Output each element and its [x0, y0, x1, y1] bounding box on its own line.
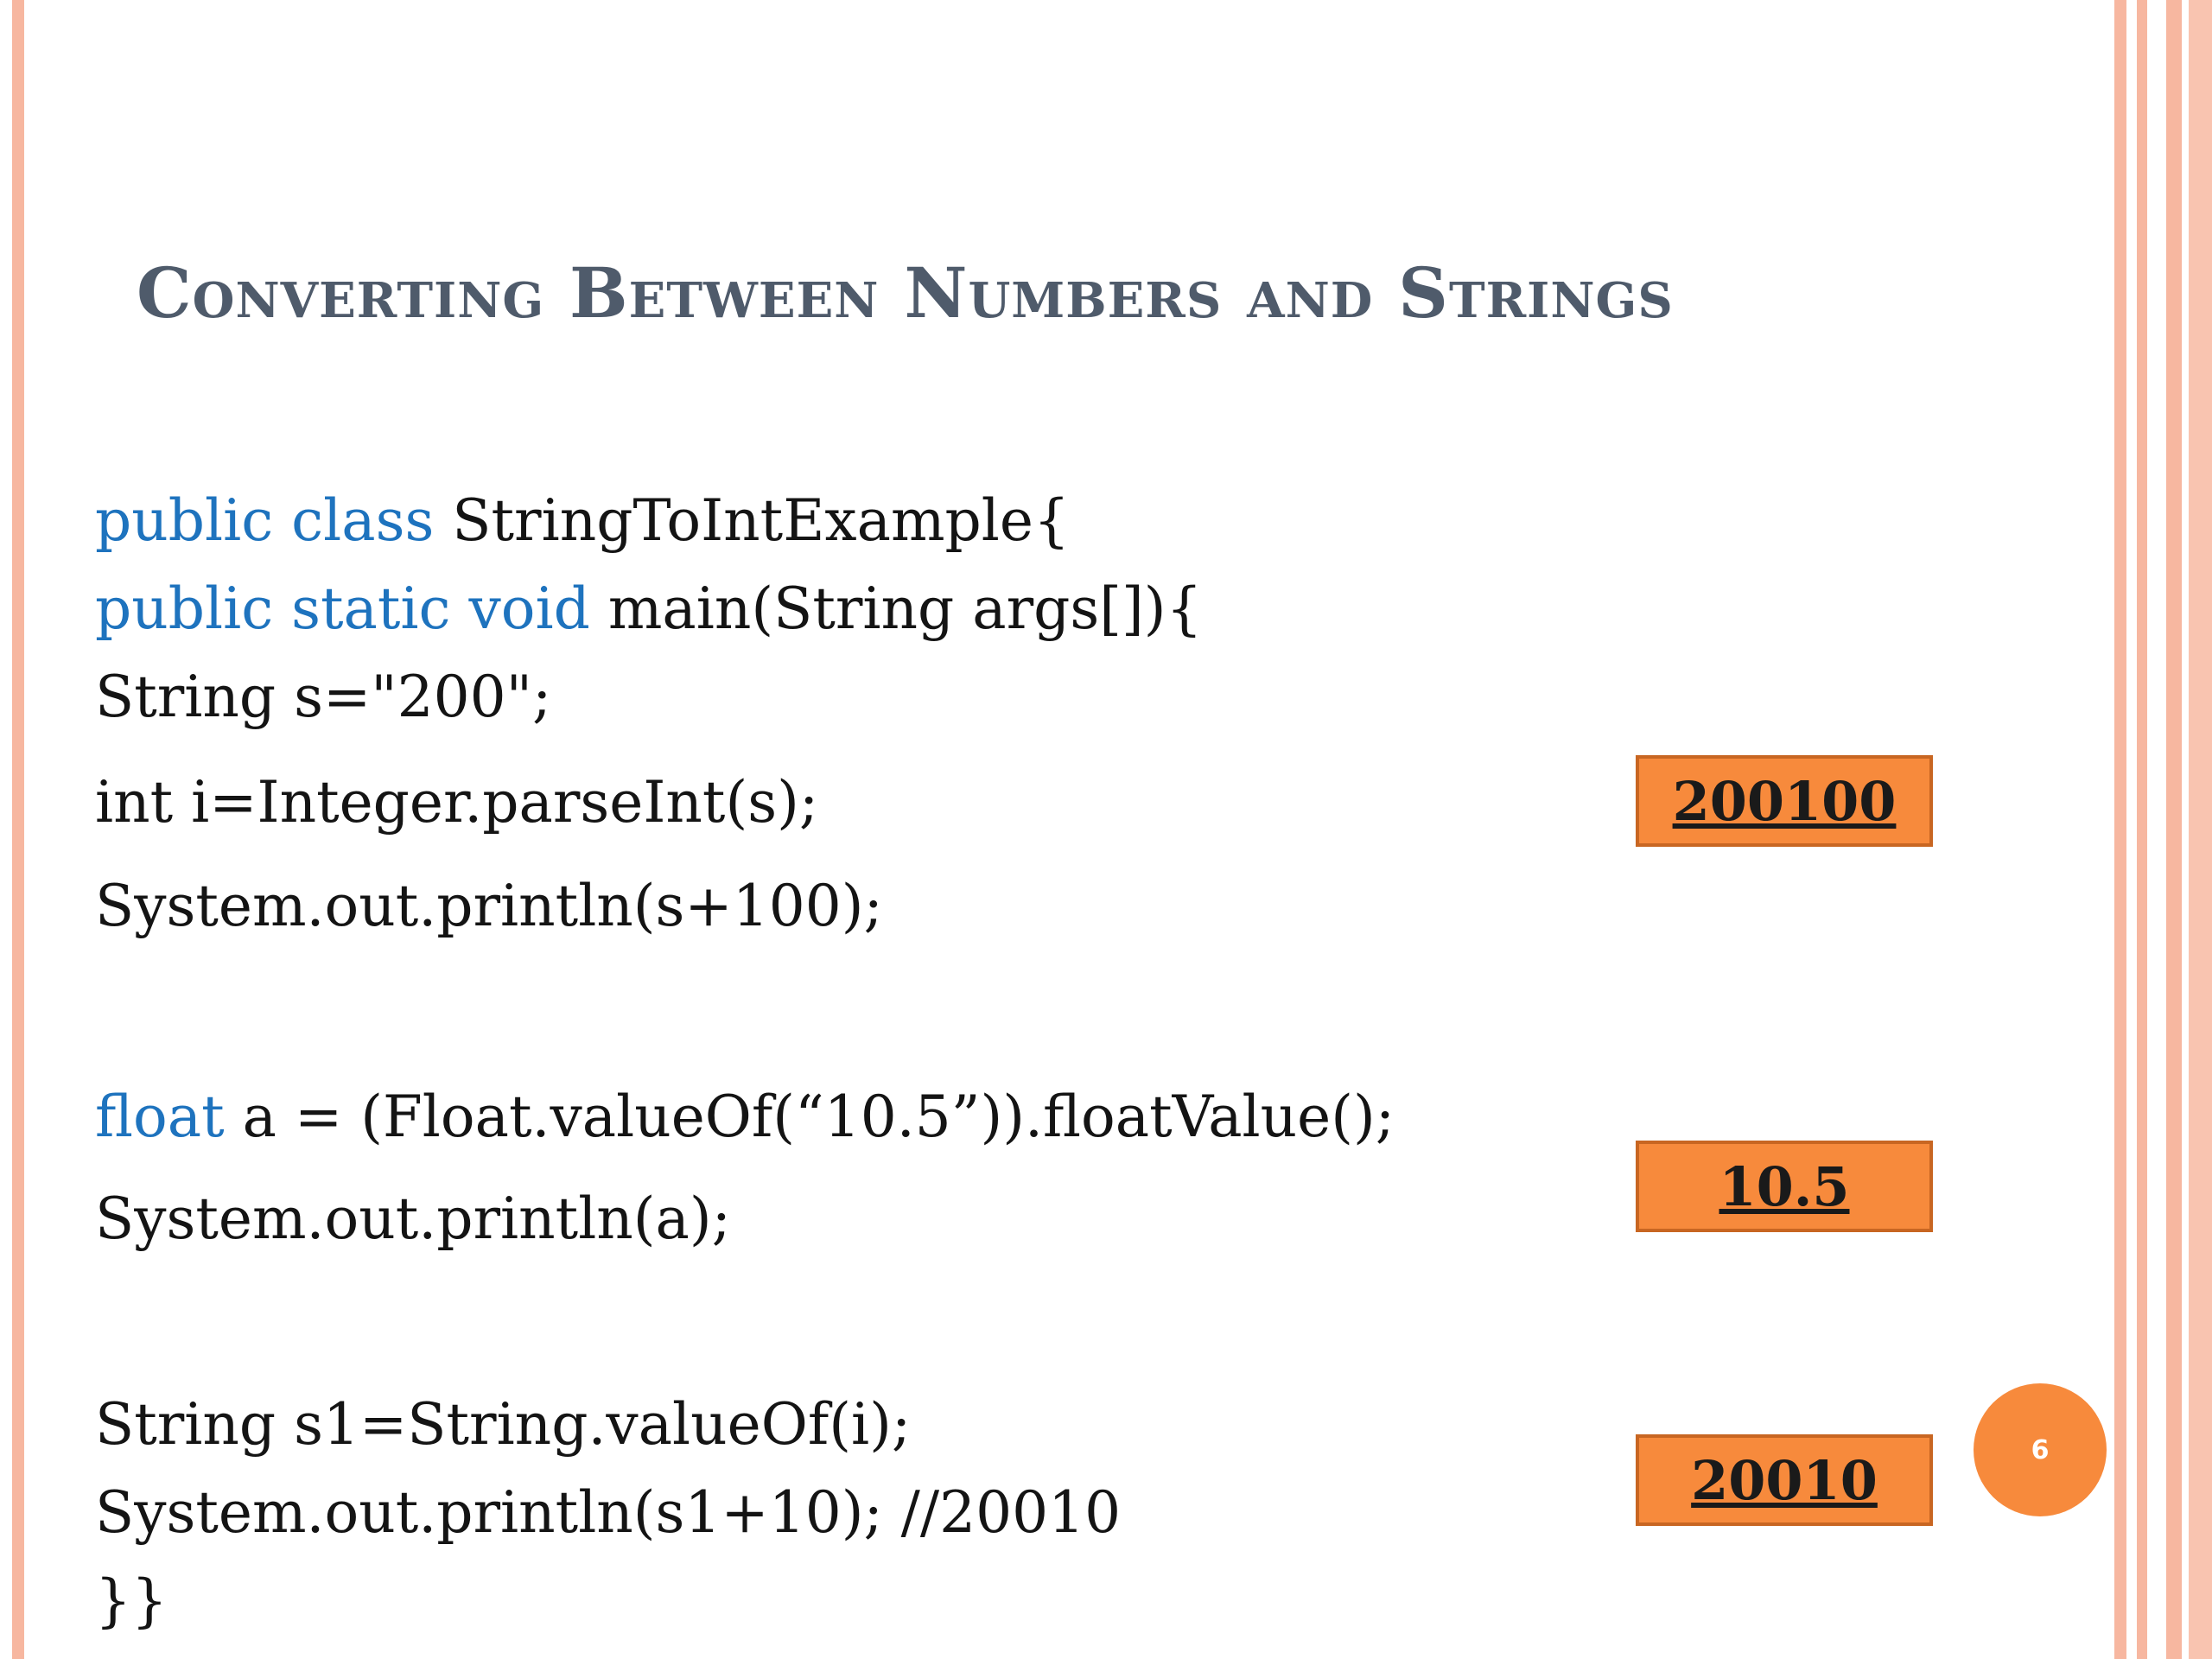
code-line-6 [95, 1084, 1395, 1150]
code-line-10: }} [95, 1567, 168, 1634]
output-box-2: 10.5 [1636, 1141, 1933, 1232]
code-keyword: float [95, 1084, 225, 1150]
slide-title: Converting Between Numbers and Strings [137, 252, 1674, 334]
code-line-8: String s1=String.valueOf(i); [95, 1391, 912, 1458]
output-box-1: 200100 [1636, 755, 1933, 847]
code-line-2 [95, 575, 1203, 642]
code-text: a = (Float.valueOf(“10.5”)).floatValue(); [224, 1084, 1395, 1150]
page-number-badge: 6 [1974, 1383, 2107, 1516]
code-text: StringToIntExample{ [434, 487, 1070, 554]
code-line-5: System.out.println(s+100); [95, 873, 883, 939]
code-line-9: System.out.println(s1+10); //20010 [95, 1479, 1122, 1546]
code-line-7: System.out.println(a); [95, 1185, 731, 1252]
code-line-3: String s="200"; [95, 664, 552, 730]
code-keyword: public static void [95, 575, 590, 642]
left-border-decoration [12, 0, 24, 1659]
code-keyword: public class [95, 487, 435, 554]
output-box-3: 20010 [1636, 1434, 1933, 1526]
code-text: main(String args[]){ [589, 575, 1203, 642]
right-border-decoration [2114, 0, 2212, 1659]
code-line-1 [95, 487, 1070, 554]
code-line-4: int i=Integer.parseInt(s); [95, 769, 819, 836]
